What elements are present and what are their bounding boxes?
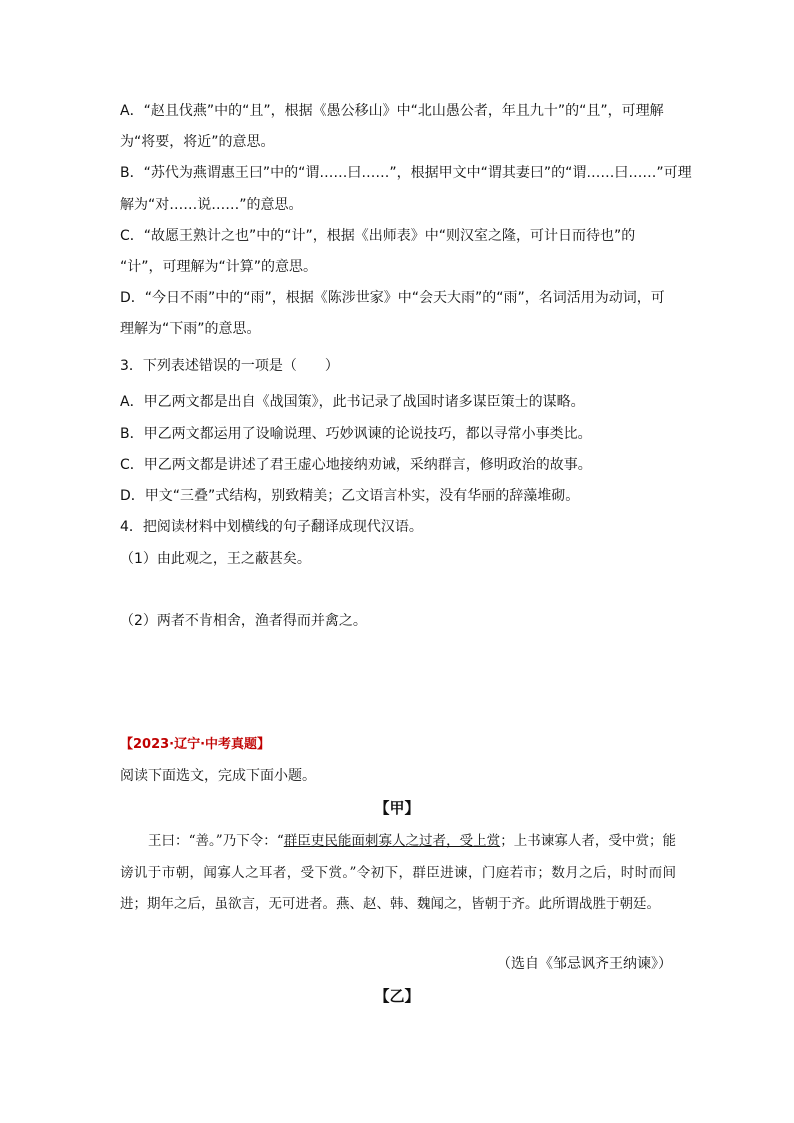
q2-option-d-line1: D．“今日不雨”中的“雨”，根据《陈涉世家》中“会天大雨”的“雨”，名词活用为动词，可 — [120, 290, 665, 306]
passage-text-part1: 王曰：“善。”乃下令：“ — [148, 833, 284, 849]
q3-option-a: A．甲乙两文都是出自《战国策》，此书记录了战国时诸多谋臣策士的谋略。 — [120, 394, 585, 410]
q2-option-b-line2: 解为“对……说……”的意思。 — [120, 197, 303, 213]
q2-option-a-line1: A．“赵且伐燕”中的“且”，根据《愚公移山》中“北山愚公者，年且九十”的“且”，可理解 — [120, 103, 664, 119]
q2-option-c-line2: “计”，可理解为“计算”的意思。 — [120, 259, 318, 275]
q3-stem: 3．下列表述错误的一项是（ ） — [120, 358, 339, 374]
q3-option-b: B．甲乙两文都运用了设喻说理、巧妙讽谏的论说技巧，都以寻常小事类比。 — [120, 426, 592, 442]
passage-underlined-sentence: 群臣吏民能面刺寡人之过者，受上赏 — [283, 833, 501, 849]
passage-jia-text — [120, 826, 676, 921]
passage-jia-title: 【甲】 — [374, 799, 420, 817]
q2-option-b-line1: B．“苏代为燕谓惠王曰”中的“谓……曰……”，根据甲文中“谓其妻曰”的“谓……曰……”可理 — [120, 165, 692, 181]
passage-text-part2: ；上书谏寡人者，受中赏；能谤讥于市朝，闻寡人之耳者，受下赏。”令初下，群臣进谏，门庭若市；数月之后，时时而间进；期年之后，虽欲言，无可进者。燕、赵、韩、魏闻之，皆朝于齐。此所谓战胜于朝廷。 — [120, 833, 677, 912]
q2-option-c-line1: C．“故愿王熟计之也”中的“计”，根据《出师表》中“则汉室之隆，可计日而待也”的 — [120, 228, 636, 244]
q2-option-a-line2: 为“将要，将近”的意思。 — [120, 134, 275, 150]
passage-source: （选自《邹忌讽齐王纳谏》） — [497, 956, 672, 972]
reading-instruction: 阅读下面选文，完成下面小题。 — [120, 768, 316, 784]
q2-option-d-line2: 理解为“下雨”的意思。 — [120, 321, 261, 337]
q3-option-d: D．甲文“三叠”式结构，别致精美；乙文语言朴实，没有华丽的辞藻堆砌。 — [120, 488, 580, 504]
q4-stem: 4．把阅读材料中划横线的句子翻译成现代汉语。 — [120, 519, 423, 535]
q4-sentence-1: （1）由此观之，王之蔽甚矣。 — [120, 551, 311, 567]
passage-yi-title: 【乙】 — [374, 987, 420, 1005]
exam-source-tag: 【2023·辽宁·中考真题】 — [120, 737, 271, 752]
q4-sentence-2: （2）两者不肯相舍，渔者得而并禽之。 — [120, 613, 367, 629]
q3-option-c: C．甲乙两文都是讲述了君王虚心地接纳劝诫，采纳群言，修明政治的故事。 — [120, 457, 592, 473]
